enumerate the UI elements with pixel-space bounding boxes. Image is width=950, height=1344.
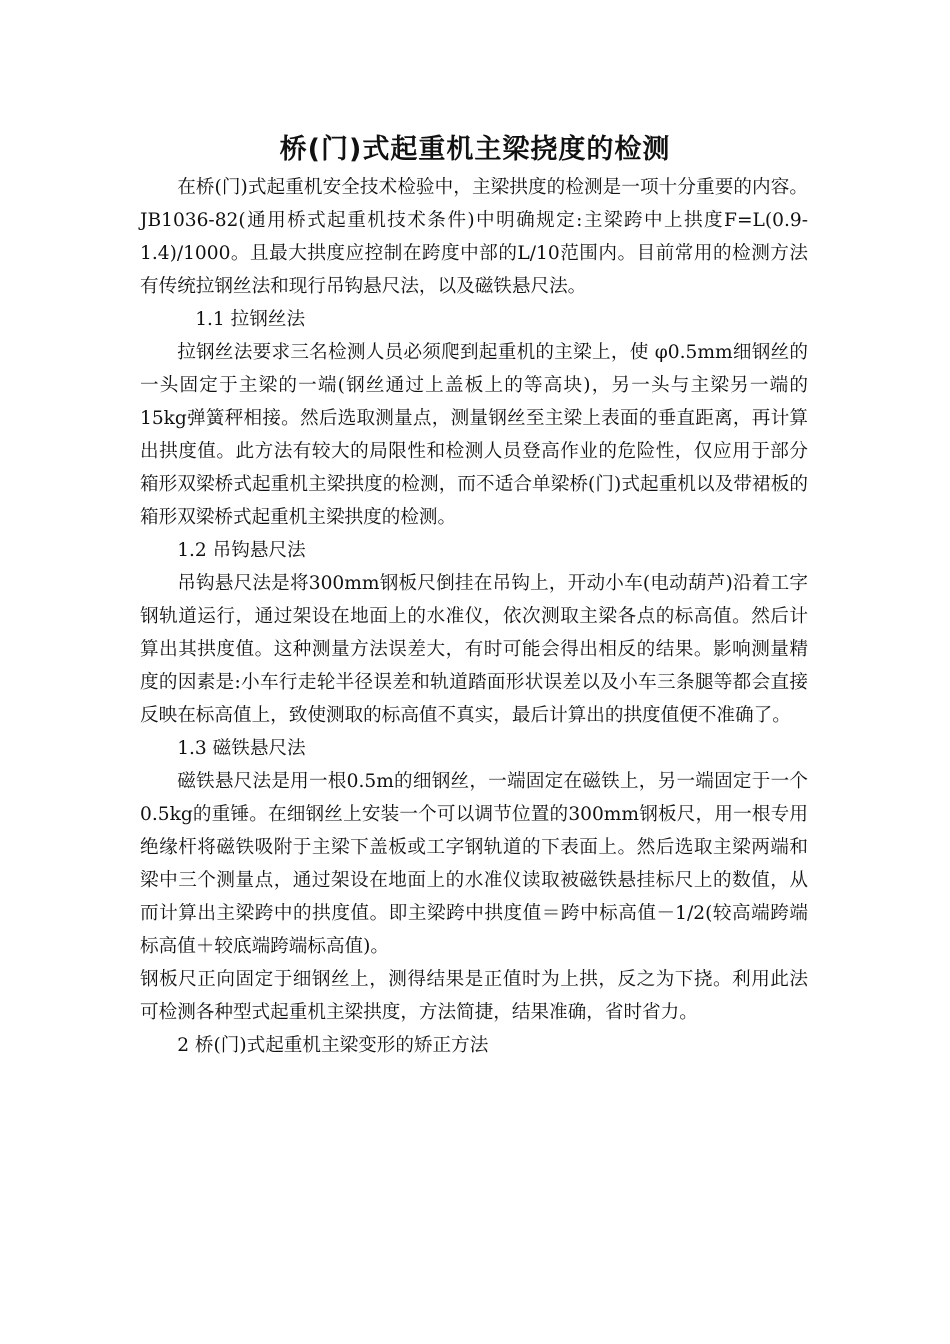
section-heading-1-3: 1.3 磁铁悬尺法 — [177, 738, 306, 759]
section-heading-2: 2 桥(门)式起重机主梁变形的矫正方法 — [177, 1035, 489, 1056]
section-paragraph-1-2: 吊钩悬尺法是将300mm钢板尺倒挂在吊钩上，开动小车(电动葫芦)沿着工字钢轨道运行，通过架设在地面上的水准仪，依次测取主梁各点的标高值。然后计算出其拱度值。这种测量方法误差大，有时可能会得出相反的结果。影响测量精度的因素是:小车行走轮半径误差和轨道踏面形状误差以及小车三条腿等都会直接反映在标高值上，致使测取的标高值不真实，最后计算出的拱度值便不准确了。 — [140, 573, 808, 726]
document-body — [140, 171, 808, 1062]
section-paragraph-1-3-extra: 钢板尺正向固定于细钢丝上，测得结果是正值时为上拱，反之为下挠。利用此法可检测各种型式起重机主梁拱度，方法简捷，结果准确，省时省力。 — [140, 969, 808, 1023]
section-heading-1-1: 1.1 拉钢丝法 — [195, 309, 306, 330]
section-paragraph-1-3: 磁铁悬尺法是用一根0.5m的细钢丝，一端固定在磁铁上，另一端固定于一个0.5kg的重锤。在细钢丝上安装一个可以调节位置的300mm钢板尺，用一根专用绝缘杆将磁铁吸附于主梁下盖板或工字钢轨道的下表面上。然后选取主梁两端和梁中三个测量点，通过架设在地面上的水准仪读取被磁铁悬挂标尺上的数值，从而计算出主梁跨中的拱度值。即主梁跨中拱度值＝跨中标高值－1/2(较高端跨端标高值＋较底端跨端标高值)。 — [140, 771, 808, 957]
intro-paragraph: 在桥(门)式起重机安全技术检验中，主梁拱度的检测是一项十分重要的内容。JB1036-82(通用桥式起重机技术条件)中明确规定:主梁跨中上拱度F=L(0.9-1.4)/1000。且最大拱度应控制在跨度中部的L/10范围内。目前常用的检测方法有传统拉钢丝法和现行吊钩悬尺法，以及磁铁悬尺法。 — [140, 177, 808, 297]
document-title: 桥(门)式起重机主梁挠度的检测 — [279, 134, 671, 165]
section-heading-1-2: 1.2 吊钩悬尺法 — [177, 540, 306, 561]
section-paragraph-1-1: 拉钢丝法要求三名检测人员必须爬到起重机的主梁上，使 φ0.5mm细钢丝的一头固定于主梁的一端(钢丝通过上盖板上的等高块)，另一头与主梁另一端的15kg弹簧秤相接。然后选取测量点，测量钢丝至主梁上表面的垂直距离，再计算出拱度值。此方法有较大的局限性和检测人员登高作业的危险性，仅应用于部分箱形双梁桥式起重机主梁拱度的检测，而不适合单梁桥(门)式起重机以及带裙板的箱形双梁桥式起重机主梁拱度的检测。 — [140, 342, 808, 528]
